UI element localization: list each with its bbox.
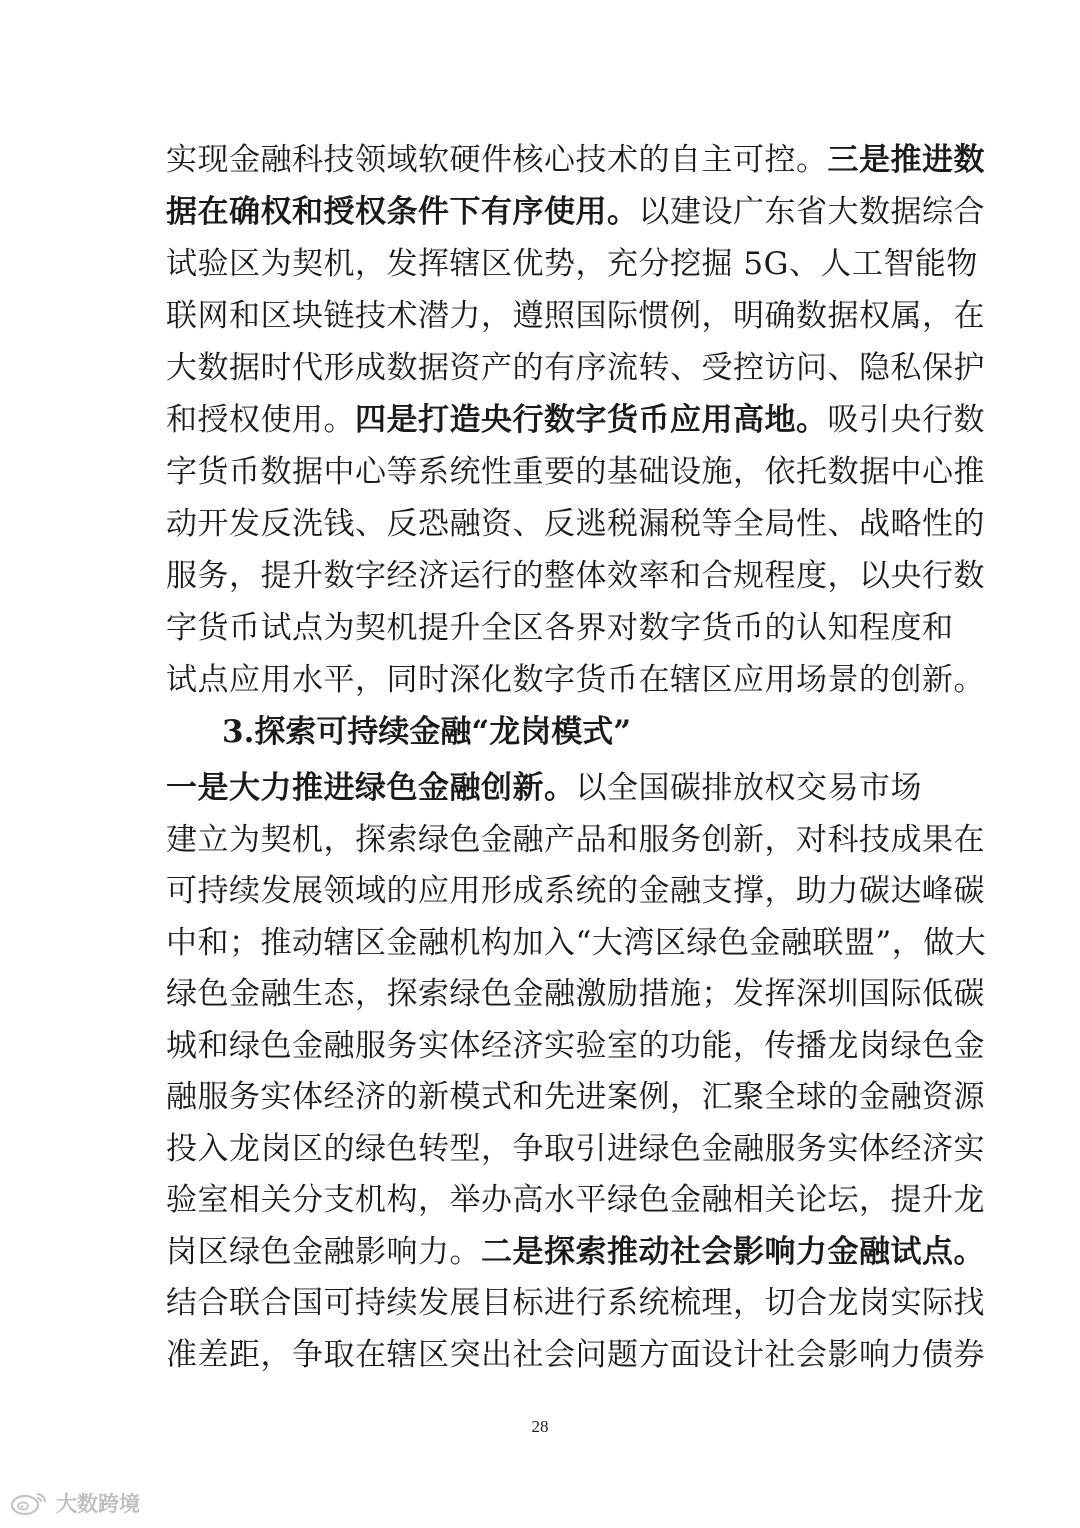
text-line	[166, 238, 978, 290]
text-segment: 可持续发展领域的应用形成系统的金融支撑，助力碳达峰碳	[166, 873, 985, 909]
text-segment: 结合联合国可持续发展目标进行系统梳理，切合龙岗实际找	[166, 1285, 985, 1321]
bold-text-segment: 四是打造央行数字货币应用高地。	[355, 402, 828, 438]
text-segment: 试验区为契机，发挥辖区优势，充分挖掘 5G、人工智能物	[166, 246, 978, 282]
text-line	[166, 550, 985, 602]
text-line	[166, 394, 985, 446]
text-line	[166, 917, 987, 969]
text-line	[166, 1329, 985, 1381]
text-line	[166, 1020, 985, 1072]
text-segment: 大数据时代形成数据资产的有序流转、受控访问、隐私保护	[166, 350, 985, 386]
text-line	[166, 762, 922, 814]
bold-text-segment: 一是大力推进绿色金融创新。	[166, 770, 576, 806]
watermark	[10, 1488, 140, 1518]
text-line	[166, 1123, 985, 1175]
text-segment: 绿色金融生态，探索绿色金融激励措施；发挥深圳国际低碳	[166, 976, 985, 1012]
text-line	[166, 1174, 985, 1226]
text-segment: 验室相关分支机构，举办高水平绿色金融相关论坛，提升龙	[166, 1182, 985, 1218]
text-segment: 投入龙岗区的绿色转型，争取引进绿色金融服务实体经济实	[166, 1130, 985, 1167]
text-segment: 岗区绿色金融影响力。	[166, 1233, 481, 1270]
text-line	[166, 1226, 985, 1278]
page-number: 28	[531, 1417, 549, 1436]
text-line	[166, 1277, 985, 1329]
text-line	[166, 186, 985, 238]
text-segment: 以建设广东省大数据综合	[638, 194, 985, 230]
text-segment: 服务，提升数字经济运行的整体效率和合规程度，以央行数	[166, 558, 985, 594]
text-line	[166, 290, 985, 342]
text-segment: 融服务实体经济的新模式和先进案例，汇聚全球的金融资源	[166, 1079, 985, 1115]
text-line	[166, 602, 954, 654]
text-line	[166, 814, 985, 866]
text-segment: 准差距，争取在辖区突出社会问题方面设计社会影响力债券	[166, 1336, 985, 1373]
text-segment: 字货币数据中心等系统性重要的基础设施，依托数据中心推	[166, 454, 985, 490]
text-segment: 和授权使用。	[166, 402, 355, 438]
text-segment: 联网和区块链技术潜力，遵照国际惯例，明确数据权属，在	[166, 298, 985, 334]
text-segment: 动开发反洗钱、反恐融资、反逃税漏税等全局性、战略性的	[166, 506, 985, 542]
text-line	[166, 498, 985, 550]
text-segment: 实现金融科技领域软硬件核心技术的自主可控。	[166, 142, 828, 178]
text-line	[166, 446, 985, 498]
text-segment: 字货币试点为契机提升全区各界对数字货币的认知程度和	[166, 610, 954, 646]
text-line	[166, 654, 985, 706]
watermark-text: 大数跨境	[56, 1492, 140, 1516]
text-segment: 城和绿色金融服务实体经济实验室的功能，传播龙岗绿色金	[166, 1027, 985, 1064]
bold-text-segment: 二是探索推动社会影响力金融试点。	[481, 1233, 985, 1270]
text-segment: 吸引央行数	[827, 402, 985, 438]
text-line	[166, 968, 985, 1020]
bold-text-segment: 三是推进数	[827, 142, 985, 178]
bold-text-segment: 据在确权和授权条件下有序使用。	[166, 194, 639, 230]
text-line	[166, 865, 985, 917]
text-line	[166, 342, 985, 394]
text-line	[166, 134, 985, 186]
text-line	[166, 1071, 985, 1123]
text-segment: 建立为契机，探索绿色金融产品和服务创新，对科技成果在	[166, 821, 985, 858]
text-segment: 中和；推动辖区金融机构加入“大湾区绿色金融联盟”，做大	[166, 924, 987, 961]
weibo-logo-icon	[10, 1490, 50, 1516]
text-segment: 试点应用水平，同时深化数字货币在辖区应用场景的创新。	[166, 662, 985, 698]
text-segment: 以全国碳排放权交易市场	[575, 770, 922, 806]
section-heading: 3.探索可持续金融“龙岗模式”	[222, 714, 632, 750]
